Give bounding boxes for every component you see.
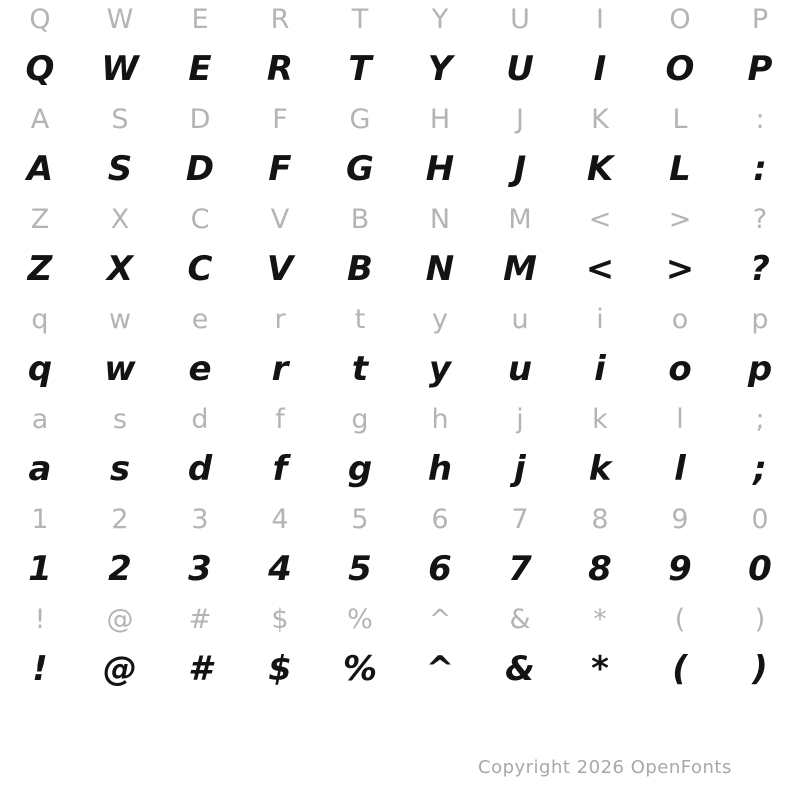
glyph-cell: u xyxy=(507,349,533,389)
glyph-cell: F xyxy=(268,149,292,189)
glyph-cell: y xyxy=(432,303,448,335)
glyph-row-lower-home-emphasis xyxy=(0,438,800,500)
glyph-cell: > xyxy=(668,203,692,235)
glyph-cell: ? xyxy=(750,249,770,289)
glyph-cell: C xyxy=(187,249,213,289)
glyph-cell: s xyxy=(109,449,131,489)
glyph-cell: W xyxy=(106,3,134,35)
glyph-cell: % xyxy=(347,603,373,635)
glyph-cell: A xyxy=(26,149,54,189)
glyph-cell: 4 xyxy=(268,549,292,589)
glyph-cell: < xyxy=(588,203,612,235)
glyph-cell: 1 xyxy=(28,549,52,589)
glyph-cell: S xyxy=(107,149,133,189)
glyph-cell: 2 xyxy=(111,503,129,535)
glyph-cell: % xyxy=(342,649,378,689)
glyph-cell: p xyxy=(751,303,769,335)
glyph-cell: Z xyxy=(27,249,53,289)
glyph-cell: q xyxy=(31,303,49,335)
glyph-cell: X xyxy=(110,203,130,235)
glyph-cell: Q xyxy=(25,49,55,89)
glyph-cell: h xyxy=(427,449,453,489)
glyph-cell: P xyxy=(751,3,769,35)
glyph-cell: t xyxy=(351,349,369,389)
glyph-cell: 8 xyxy=(588,549,612,589)
glyph-cell: ( xyxy=(674,603,686,635)
glyph-cell: j xyxy=(514,449,526,489)
glyph-cell: 0 xyxy=(751,503,769,535)
glyph-cell: Q xyxy=(29,3,51,35)
glyph-row-symbols-emphasis xyxy=(0,638,800,700)
glyph-cell: W xyxy=(101,49,139,89)
glyph-cell: M xyxy=(508,203,532,235)
glyph-cell: D xyxy=(185,149,215,189)
glyph-cell: 7 xyxy=(508,549,532,589)
glyph-cell: f xyxy=(272,449,288,489)
glyph-cell: X xyxy=(106,249,134,289)
glyph-cell: 7 xyxy=(511,503,529,535)
glyph-row-digits-emphasis xyxy=(0,538,800,600)
glyph-cell: U xyxy=(506,49,534,89)
glyph-cell: V xyxy=(270,203,290,235)
glyph-cell: & xyxy=(505,649,535,689)
glyph-cell: : xyxy=(753,149,767,189)
glyph-cell: w xyxy=(108,303,132,335)
glyph-cell: N xyxy=(425,249,455,289)
glyph-cell: I xyxy=(596,3,604,35)
glyph-cell: @ xyxy=(106,603,134,635)
glyph-cell: F xyxy=(272,103,288,135)
glyph-cell: ^ xyxy=(425,649,455,689)
glyph-cell: k xyxy=(592,403,608,435)
glyph-cell: h xyxy=(431,403,449,435)
glyph-cell: R xyxy=(266,49,294,89)
glyph-cell: B xyxy=(350,203,370,235)
glyph-cell: E xyxy=(191,3,209,35)
glyph-cell: V xyxy=(266,249,294,289)
glyph-cell: 9 xyxy=(668,549,692,589)
glyph-cell: 6 xyxy=(431,503,449,535)
glyph-cell: I xyxy=(593,49,607,89)
glyph-cell: 6 xyxy=(428,549,452,589)
glyph-cell: T xyxy=(351,3,369,35)
glyph-row-upper-home-muted xyxy=(0,100,800,138)
glyph-cell: $ xyxy=(271,603,289,635)
glyph-cell: t xyxy=(354,303,366,335)
glyph-cell: O xyxy=(669,3,691,35)
glyph-cell: ! xyxy=(34,603,46,635)
glyph-cell: j xyxy=(516,403,524,435)
glyph-cell: ; xyxy=(755,403,765,435)
glyph-cell: 0 xyxy=(748,549,772,589)
glyph-cell: K xyxy=(591,103,609,135)
glyph-cell: H xyxy=(425,149,455,189)
glyph-cell: r xyxy=(271,349,289,389)
glyph-cell: a xyxy=(31,403,49,435)
glyph-cell: * xyxy=(593,603,607,635)
glyph-cell: r xyxy=(274,303,286,335)
glyph-cell: d xyxy=(187,449,213,489)
glyph-cell: 5 xyxy=(351,503,369,535)
glyph-cell: * xyxy=(591,649,609,689)
glyph-cell: Y xyxy=(431,3,449,35)
glyph-cell: 8 xyxy=(591,503,609,535)
glyph-cell: J xyxy=(513,149,527,189)
glyph-cell: M xyxy=(503,249,537,289)
glyph-cell: C xyxy=(190,203,210,235)
glyph-cell: $ xyxy=(268,649,292,689)
glyph-cell: p xyxy=(747,349,773,389)
glyph-cell: s xyxy=(112,403,128,435)
glyph-cell: 4 xyxy=(271,503,289,535)
glyph-cell: N xyxy=(429,203,451,235)
glyph-cell: J xyxy=(516,103,524,135)
glyph-cell: U xyxy=(510,3,530,35)
glyph-cell: L xyxy=(669,149,691,189)
glyph-cell: 1 xyxy=(31,503,49,535)
glyph-row-upper-qwerty-muted xyxy=(0,0,800,38)
glyph-cell: L xyxy=(672,103,688,135)
glyph-cell: A xyxy=(30,103,50,135)
glyph-cell: l xyxy=(674,449,686,489)
glyph-cell: q xyxy=(27,349,53,389)
glyph-row-upper-qwerty-emphasis xyxy=(0,38,800,100)
glyph-cell: g xyxy=(347,449,373,489)
glyph-cell: y xyxy=(428,349,452,389)
glyph-cell: O xyxy=(665,49,695,89)
glyph-cell: K xyxy=(586,149,614,189)
glyph-cell: o xyxy=(668,349,692,389)
glyph-cell: g xyxy=(351,403,369,435)
glyph-cell: H xyxy=(429,103,451,135)
glyph-cell: 5 xyxy=(348,549,372,589)
glyph-row-lower-qwerty-muted xyxy=(0,300,800,338)
glyph-row-upper-bottom-muted xyxy=(0,200,800,238)
glyph-cell: @ xyxy=(103,649,137,689)
copyright-text: Copyright 2026 OpenFonts xyxy=(478,757,732,778)
glyph-cell: i xyxy=(594,349,606,389)
glyph-cell: # xyxy=(188,649,212,689)
glyph-cell: ^ xyxy=(428,603,452,635)
glyph-cell: 3 xyxy=(191,503,209,535)
glyph-row-lower-qwerty-emphasis xyxy=(0,338,800,400)
glyph-cell: ! xyxy=(32,649,48,689)
glyph-cell: : xyxy=(755,103,765,135)
glyph-cell: 3 xyxy=(188,549,212,589)
glyph-row-symbols-muted xyxy=(0,600,800,638)
glyph-cell: l xyxy=(676,403,684,435)
glyph-cell: a xyxy=(28,449,52,489)
glyph-cell: e xyxy=(188,349,212,389)
glyph-cell: S xyxy=(111,103,129,135)
glyph-cell: 9 xyxy=(671,503,689,535)
glyph-cell: w xyxy=(104,349,136,389)
glyph-cell: 2 xyxy=(108,549,132,589)
glyph-cell: i xyxy=(596,303,604,335)
glyph-cell: B xyxy=(347,249,373,289)
glyph-cell: ( xyxy=(672,649,688,689)
glyph-cell: e xyxy=(191,303,209,335)
glyph-cell: o xyxy=(671,303,689,335)
glyph-cell: Z xyxy=(30,203,50,235)
glyph-cell: u xyxy=(511,303,529,335)
glyph-cell: Y xyxy=(427,49,453,89)
glyph-cell: D xyxy=(189,103,211,135)
glyph-cell: E xyxy=(188,49,212,89)
glyph-row-upper-home-emphasis xyxy=(0,138,800,200)
glyph-cell: P xyxy=(747,49,773,89)
glyph-cell: T xyxy=(348,49,372,89)
glyph-cell: ? xyxy=(752,203,768,235)
glyph-cell: > xyxy=(665,249,695,289)
glyph-cell: f xyxy=(275,403,285,435)
glyph-cell: < xyxy=(585,249,615,289)
glyph-cell: G xyxy=(349,103,371,135)
glyph-row-digits-muted xyxy=(0,500,800,538)
glyph-cell: d xyxy=(191,403,209,435)
glyph-cell: k xyxy=(588,449,612,489)
glyph-cell: R xyxy=(270,3,290,35)
glyph-cell: ) xyxy=(754,603,766,635)
glyph-cell: & xyxy=(509,603,531,635)
glyph-row-lower-home-muted xyxy=(0,400,800,438)
glyph-row-upper-bottom-emphasis xyxy=(0,238,800,300)
glyph-cell: ) xyxy=(752,649,768,689)
glyph-cell: # xyxy=(188,603,212,635)
glyph-cell: ; xyxy=(753,449,767,489)
glyph-cell: G xyxy=(346,149,374,189)
